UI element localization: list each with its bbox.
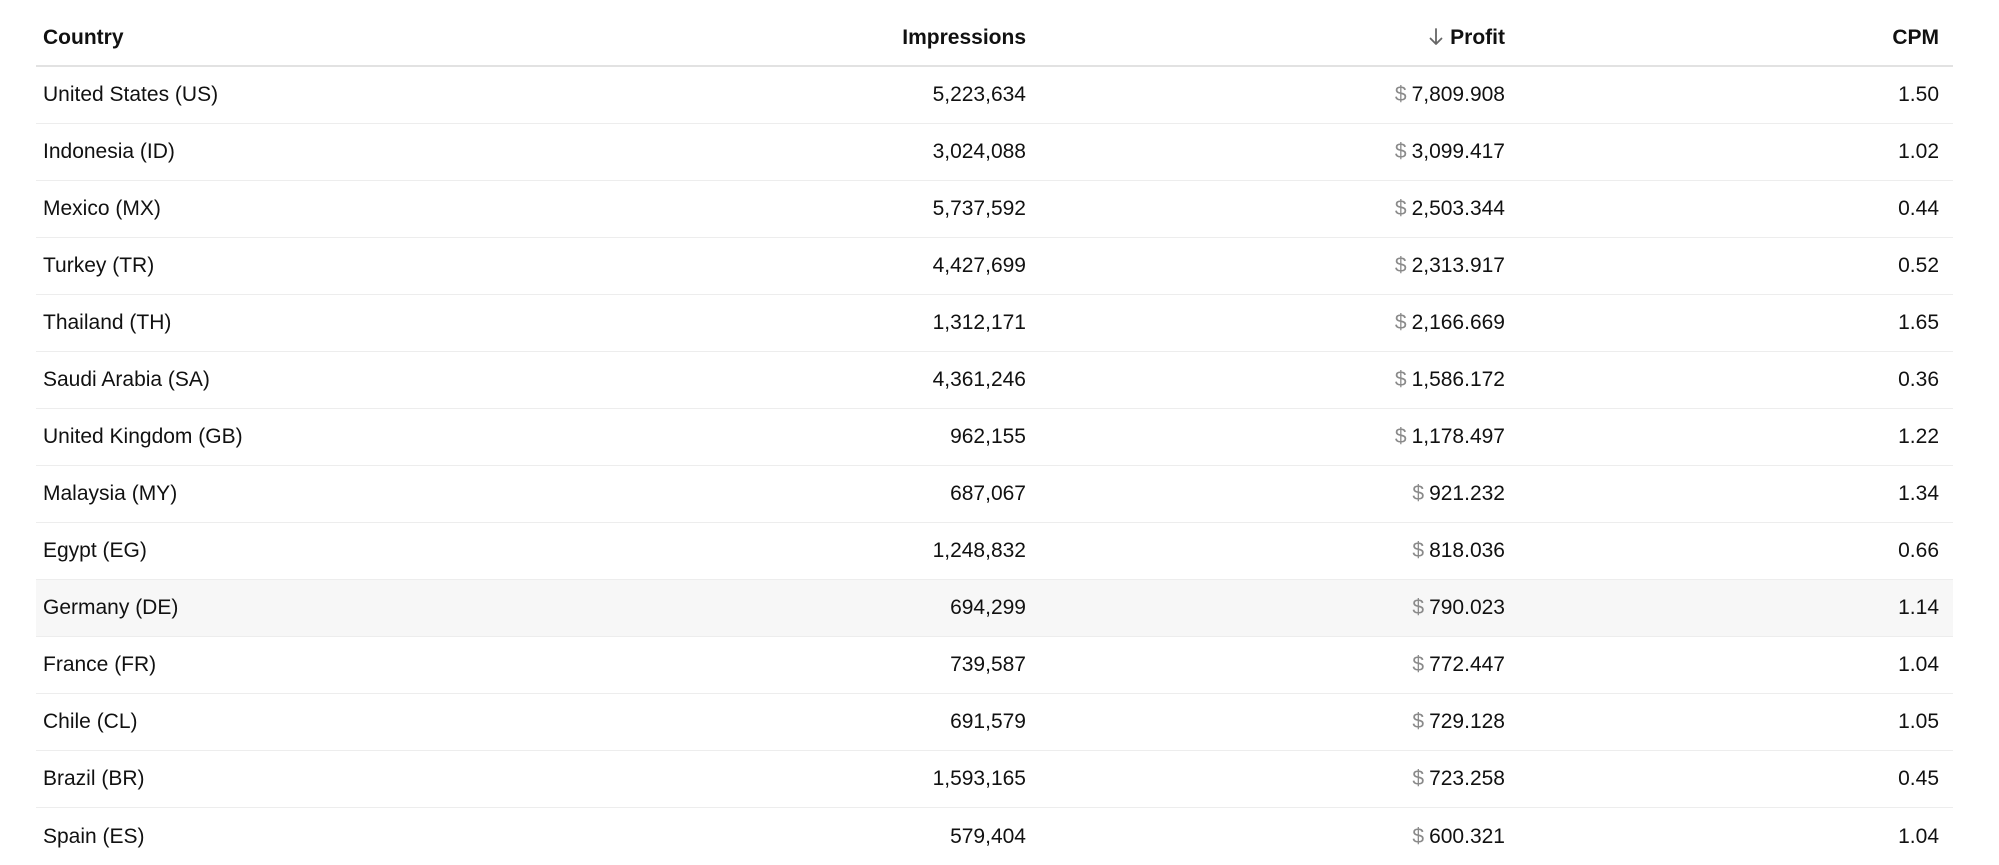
cell-impressions: 5,223,634 <box>932 83 1026 106</box>
table-row[interactable] <box>36 751 1953 808</box>
currency-symbol: $ <box>1394 368 1407 391</box>
arrow-down-icon <box>1428 27 1444 47</box>
cell-profit <box>1026 825 1505 849</box>
profit-value: 2,503.344 <box>1411 197 1505 220</box>
cell-profit <box>1026 710 1505 734</box>
profit-value: 3,099.417 <box>1411 140 1505 163</box>
cell-country: Saudi Arabia (SA) <box>43 368 210 391</box>
table-row[interactable] <box>36 238 1953 295</box>
cell-impressions: 687,067 <box>950 482 1026 505</box>
profit-value: 772.447 <box>1429 653 1505 676</box>
cell-country: Thailand (TH) <box>43 311 172 334</box>
column-header-cpm-label: CPM <box>1892 25 1939 49</box>
cell-impressions: 5,737,592 <box>932 197 1026 220</box>
profit-value: 1,178.497 <box>1411 425 1505 448</box>
column-header-country-label: Country <box>43 25 124 49</box>
column-header-cpm[interactable] <box>1505 26 1946 50</box>
cell-country: Malaysia (MY) <box>43 482 178 505</box>
cell-impressions: 3,024,088 <box>932 140 1026 163</box>
cell-cpm: 1.22 <box>1898 425 1939 448</box>
table-body <box>36 67 1953 865</box>
cell-cpm: 0.44 <box>1898 197 1939 220</box>
cell-profit <box>1026 197 1505 221</box>
table-row[interactable] <box>36 124 1953 181</box>
cell-country: United States (US) <box>43 83 219 106</box>
cell-profit <box>1026 140 1505 164</box>
profit-value: 723.258 <box>1429 767 1505 790</box>
cell-impressions: 4,361,246 <box>932 368 1026 391</box>
cell-profit <box>1026 653 1505 677</box>
table-row[interactable] <box>36 523 1953 580</box>
table-row[interactable] <box>36 580 1953 637</box>
table-row[interactable] <box>36 352 1953 409</box>
currency-symbol: $ <box>1394 83 1407 106</box>
profit-value: 7,809.908 <box>1411 83 1505 106</box>
cell-impressions: 4,427,699 <box>932 254 1026 277</box>
column-header-profit[interactable] <box>1026 26 1505 50</box>
cell-country: Germany (DE) <box>43 596 179 619</box>
column-header-profit-label: Profit <box>1450 25 1505 49</box>
table-row[interactable] <box>36 637 1953 694</box>
table-row[interactable] <box>36 67 1953 124</box>
cell-country: Brazil (BR) <box>43 767 145 790</box>
profit-value: 600.321 <box>1429 824 1505 848</box>
cell-cpm: 1.50 <box>1898 83 1939 106</box>
cell-profit <box>1026 482 1505 506</box>
cell-cpm: 0.52 <box>1898 254 1939 277</box>
column-header-impressions-label: Impressions <box>902 25 1026 49</box>
table-row[interactable] <box>36 181 1953 238</box>
profit-value: 1,586.172 <box>1411 368 1505 391</box>
cell-cpm: 1.02 <box>1898 140 1939 163</box>
table-row[interactable] <box>36 808 1953 865</box>
table-row[interactable] <box>36 466 1953 523</box>
cell-cpm: 0.36 <box>1898 368 1939 391</box>
cell-profit <box>1026 254 1505 278</box>
table-row[interactable] <box>36 409 1953 466</box>
cell-country: Egypt (EG) <box>43 539 147 562</box>
cell-impressions: 1,593,165 <box>932 767 1026 790</box>
cell-cpm: 0.45 <box>1898 767 1939 790</box>
currency-symbol: $ <box>1412 653 1425 676</box>
cell-impressions: 962,155 <box>950 425 1026 448</box>
cell-country: United Kingdom (GB) <box>43 425 243 448</box>
country-stats-table <box>36 10 1953 865</box>
cell-cpm: 0.66 <box>1898 539 1939 562</box>
table-row[interactable] <box>36 295 1953 352</box>
cell-profit <box>1026 83 1505 107</box>
cell-impressions: 739,587 <box>950 653 1026 676</box>
currency-symbol: $ <box>1394 197 1407 220</box>
cell-country: Indonesia (ID) <box>43 140 175 163</box>
cell-profit <box>1026 767 1505 791</box>
cell-impressions: 694,299 <box>950 596 1026 619</box>
cell-country: Chile (CL) <box>43 710 138 733</box>
currency-symbol: $ <box>1394 254 1407 277</box>
currency-symbol: $ <box>1412 710 1425 733</box>
cell-cpm: 1.14 <box>1898 596 1939 619</box>
currency-symbol: $ <box>1394 140 1407 163</box>
cell-country: Turkey (TR) <box>43 254 155 277</box>
currency-symbol: $ <box>1412 539 1425 562</box>
profit-value: 2,313.917 <box>1411 254 1505 277</box>
cell-country: France (FR) <box>43 653 157 676</box>
column-header-country[interactable] <box>36 26 606 50</box>
cell-cpm: 1.05 <box>1898 710 1939 733</box>
cell-impressions: 1,248,832 <box>932 539 1026 562</box>
cell-profit <box>1026 311 1505 335</box>
profit-value: 729.128 <box>1429 710 1505 733</box>
column-header-impressions[interactable] <box>606 26 1026 50</box>
cell-profit <box>1026 368 1505 392</box>
cell-country: Spain (ES) <box>43 824 145 848</box>
profit-value: 921.232 <box>1429 482 1505 505</box>
profit-value: 2,166.669 <box>1411 311 1505 334</box>
table-header <box>36 10 1953 67</box>
currency-symbol: $ <box>1412 596 1425 619</box>
currency-symbol: $ <box>1412 767 1425 790</box>
currency-symbol: $ <box>1394 311 1407 334</box>
cell-profit <box>1026 596 1505 620</box>
cell-impressions: 691,579 <box>950 710 1026 733</box>
cell-cpm: 1.04 <box>1898 824 1939 848</box>
table-row[interactable] <box>36 694 1953 751</box>
currency-symbol: $ <box>1412 824 1425 848</box>
cell-impressions: 1,312,171 <box>932 311 1026 334</box>
currency-symbol: $ <box>1394 425 1407 448</box>
cell-impressions: 579,404 <box>950 824 1026 848</box>
cell-profit <box>1026 425 1505 449</box>
currency-symbol: $ <box>1412 482 1425 505</box>
cell-profit <box>1026 539 1505 563</box>
cell-cpm: 1.65 <box>1898 311 1939 334</box>
cell-cpm: 1.34 <box>1898 482 1939 505</box>
profit-value: 818.036 <box>1429 539 1505 562</box>
cell-country: Mexico (MX) <box>43 197 161 220</box>
cell-cpm: 1.04 <box>1898 653 1939 676</box>
profit-value: 790.023 <box>1429 596 1505 619</box>
